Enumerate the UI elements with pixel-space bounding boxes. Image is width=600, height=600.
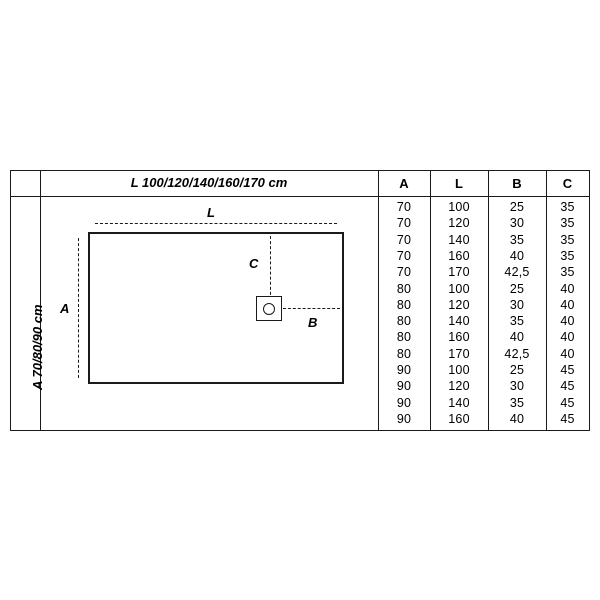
table-cell: 140 bbox=[448, 314, 470, 329]
table-cell: 45 bbox=[560, 411, 575, 426]
table-cell: 90 bbox=[396, 411, 412, 426]
table-cell: 40 bbox=[560, 314, 575, 329]
table-cell: 30 bbox=[509, 379, 525, 394]
table-cell: 45 bbox=[560, 379, 575, 394]
table-cell: 42,5 bbox=[504, 265, 530, 280]
table-cell: 140 bbox=[448, 232, 470, 247]
table-cell: 160 bbox=[448, 411, 470, 426]
length-dimension-label: L bbox=[207, 205, 215, 220]
width-dimension-label: A bbox=[60, 301, 70, 316]
table-cell: 35 bbox=[560, 200, 575, 214]
table-cell: 35 bbox=[560, 265, 575, 280]
table-cell: 40 bbox=[509, 411, 525, 426]
table-cell: 40 bbox=[560, 281, 575, 296]
frame-top-border bbox=[10, 170, 590, 171]
table-cell: 160 bbox=[448, 330, 470, 345]
width-dimension-dashed-line bbox=[78, 238, 79, 378]
table-header-c: C bbox=[562, 176, 573, 191]
table-cell: 80 bbox=[396, 346, 412, 361]
table-cell: 40 bbox=[560, 330, 575, 345]
table-cell: 35 bbox=[509, 395, 525, 410]
top-header-length-label: L 100/120/140/160/170 cm bbox=[130, 175, 288, 190]
table-cell: 40 bbox=[509, 248, 525, 263]
frame-right-border bbox=[589, 170, 590, 430]
header-separator-line bbox=[10, 196, 590, 197]
table-cell: 30 bbox=[509, 216, 525, 231]
table-cell: 40 bbox=[509, 330, 525, 345]
table-cell: 120 bbox=[448, 297, 470, 312]
table-cell: 80 bbox=[396, 314, 412, 329]
drain-b-label: B bbox=[308, 315, 318, 330]
table-cell: 80 bbox=[396, 330, 412, 345]
drain-c-dashed-line bbox=[270, 236, 271, 300]
table-cell: 25 bbox=[509, 200, 525, 214]
table-cell: 160 bbox=[448, 248, 470, 263]
table-cell: 70 bbox=[396, 265, 412, 280]
table-cell: 35 bbox=[509, 232, 525, 247]
table-cell: 42,5 bbox=[504, 346, 530, 361]
table-cell: 70 bbox=[396, 248, 412, 263]
table-cell: 90 bbox=[396, 395, 412, 410]
table-cell: 40 bbox=[560, 297, 575, 312]
drain-circle-symbol bbox=[263, 303, 275, 315]
table-cell: 70 bbox=[396, 232, 412, 247]
table-cell: 90 bbox=[396, 379, 412, 394]
table-header-l: L bbox=[455, 176, 463, 191]
table-cell: 80 bbox=[396, 281, 412, 296]
table-cell: 40 bbox=[560, 346, 575, 361]
frame-left-border bbox=[10, 170, 11, 430]
table-cell: 35 bbox=[560, 216, 575, 231]
table-header-a: A bbox=[399, 176, 409, 191]
side-label-column-divider bbox=[40, 170, 41, 430]
table-cell: 140 bbox=[448, 395, 470, 410]
table-cell: 120 bbox=[448, 379, 470, 394]
table-cell: 100 bbox=[448, 281, 470, 296]
table-cell: 100 bbox=[448, 363, 470, 377]
table-cell: 100 bbox=[448, 200, 470, 214]
table-cell: 45 bbox=[560, 363, 575, 377]
side-header-width-label: A 70/80/90 cm bbox=[30, 304, 45, 390]
table-cell: 120 bbox=[448, 216, 470, 231]
table-cell: 45 bbox=[560, 395, 575, 410]
drain-b-dashed-line bbox=[283, 308, 340, 309]
table-cell: 25 bbox=[509, 281, 525, 296]
table-cell: 35 bbox=[560, 248, 575, 263]
table-cell: 170 bbox=[448, 265, 470, 280]
table-cell: 70 bbox=[396, 216, 412, 231]
table-cell: 25 bbox=[509, 363, 525, 377]
table-cell: 70 bbox=[396, 200, 412, 214]
length-dimension-dashed-line bbox=[95, 223, 337, 224]
table-cell: 90 bbox=[396, 363, 412, 377]
table-header-b: B bbox=[512, 176, 522, 191]
drain-c-label: C bbox=[249, 256, 259, 271]
frame-bottom-border bbox=[10, 430, 590, 431]
table-cell: 30 bbox=[509, 297, 525, 312]
table-cell: 35 bbox=[509, 314, 525, 329]
table-cell: 80 bbox=[396, 297, 412, 312]
table-cell: 35 bbox=[560, 232, 575, 247]
table-cell: 170 bbox=[448, 346, 470, 361]
